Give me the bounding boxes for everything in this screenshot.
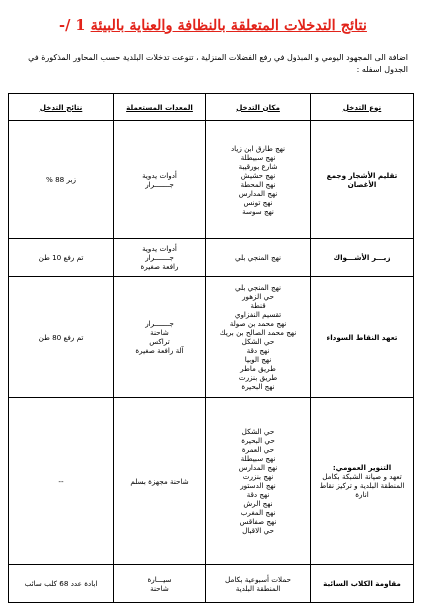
page-title	[0, 17, 426, 34]
type-label: تقليم الأشجار وجمع الأغصان	[326, 170, 398, 189]
place-item: قنطة	[250, 301, 266, 310]
place-item: نهج الوبيا	[244, 355, 272, 364]
place-item: نهج محمد بن صولة	[229, 319, 287, 328]
equipment-item: تراكس	[149, 337, 170, 346]
place-item: حي الشكل	[241, 337, 275, 346]
equipment-item: شاحنة	[150, 328, 169, 337]
place-item: حي البحيرة	[241, 436, 275, 445]
place-item: نهج طارق ابن زياد	[230, 143, 286, 153]
equipment-item: آلة رافعة صغيرة	[135, 346, 184, 355]
place-item: تقسيم النفزاوي	[234, 310, 282, 319]
header-place: مكان التدخل	[206, 94, 311, 121]
title-text: نتائج التدخلات المتعلقة بالنظافة والعناية بالبيئة	[90, 17, 367, 34]
header-result: نتائج التدخل	[9, 94, 114, 121]
equipment-item: رافعة صغيرة	[140, 262, 179, 271]
equipment-item: سيـــارة	[147, 574, 172, 584]
intro-paragraph: اضافة الى المجهود اليومي و المبذول في رفع الفضلات المنزلية ، تنوعت تدخلات البلدية حسب المحاور المذكورة في الجدول اسفله :	[28, 53, 408, 74]
equipment-item: أدوات يدوية	[142, 244, 177, 253]
header-equipment: المعدات المستعملة	[114, 94, 206, 121]
place-item: نهج دقة	[246, 490, 270, 499]
cell-places	[206, 277, 311, 398]
table-header-row	[9, 94, 414, 121]
cell-places	[206, 121, 311, 239]
interventions-table	[8, 93, 414, 603]
place-item: طريق ماطر	[240, 364, 276, 373]
place-item: نهج المغرب	[240, 508, 276, 517]
place-item: نهج بنزرت	[242, 472, 274, 481]
cell-equipment	[114, 277, 206, 398]
cell-type	[311, 277, 414, 398]
type-label: زبـــر الأشـــواك	[333, 253, 391, 262]
place-item: نهج صفاقس	[239, 517, 277, 526]
equipment-item: شاحنة	[150, 583, 169, 593]
title-number: 1 /-	[59, 17, 86, 34]
cell-equipment	[114, 565, 206, 603]
cell-type	[311, 565, 414, 603]
cell-equipment	[114, 239, 206, 277]
place-item: نهج المدارس	[238, 188, 278, 198]
cell-result: تم رفع 10 طن	[9, 239, 114, 277]
table-row	[9, 565, 414, 603]
place-item: نهج سبيطلة	[240, 454, 276, 463]
type-label: تعهد النقاط السوداء	[326, 332, 398, 342]
cell-equipment	[114, 398, 206, 565]
type-label: التنوير العمومي:	[332, 463, 392, 472]
place-item: نهج سبيطلة	[240, 152, 276, 162]
cell-result: زبر 88 %	[9, 121, 114, 239]
place-item: حملات أسبوعية بكامل	[225, 574, 291, 584]
equipment-item: شاحنة مجهزة بسلم	[130, 476, 189, 486]
table-row	[9, 239, 414, 277]
cell-result: تم رفع 80 طن	[9, 277, 114, 398]
cell-type	[311, 239, 414, 277]
equipment-item: أدوات يدوية	[142, 170, 177, 180]
place-item: نهج المنجي بلي	[234, 253, 282, 262]
place-item: نهج البحيرة	[241, 382, 275, 391]
place-item: نهج الرش	[243, 499, 273, 508]
cell-places	[206, 565, 311, 603]
table-row	[9, 277, 414, 398]
place-item: حي الزهور	[242, 292, 274, 301]
place-item: نهج حشيش	[240, 170, 276, 180]
type-label: مقاومة الكلاب السائبة	[323, 579, 401, 588]
equipment-item: جـــــــرار	[145, 253, 174, 262]
place-item: نهج المدارس	[238, 463, 278, 472]
cell-result: --	[9, 398, 114, 565]
place-item: طريق بنزرت	[238, 373, 278, 382]
type-description: تعهد و صيانة الشبكة بكامل المنطقة البلدية و تركيز نقاط انارة	[319, 472, 405, 499]
cell-places	[206, 239, 311, 277]
place-item: نهج المحطة	[240, 179, 276, 189]
equipment-item: جـــــــرار	[145, 319, 174, 328]
cell-type	[311, 398, 414, 565]
cell-type	[311, 121, 414, 239]
place-item: شارع بورقيبة	[238, 161, 278, 171]
place-item: نهج سوسة	[242, 206, 274, 216]
place-item: حي العمرة	[241, 445, 275, 454]
header-type: نوع التدخل	[311, 94, 414, 121]
cell-result: ابادة عدد 68 كلب سائب	[9, 565, 114, 603]
place-item: المنطقة البلدية	[235, 583, 281, 593]
place-item: نهج دقة	[246, 346, 270, 355]
place-item: نهج تونس	[243, 197, 273, 207]
place-item: حي الشكل	[241, 427, 275, 436]
place-item: حي الاقبال	[242, 526, 274, 535]
cell-equipment	[114, 121, 206, 239]
table-row	[9, 121, 414, 239]
cell-places	[206, 398, 311, 565]
place-item: نهج محمد الصالح بن بريك	[219, 328, 297, 337]
place-item: نهج الدستور	[240, 481, 276, 490]
equipment-item: جـــــــرار	[145, 179, 174, 189]
place-item: نهج المنجي بلي	[234, 283, 282, 292]
table-row	[9, 398, 414, 565]
